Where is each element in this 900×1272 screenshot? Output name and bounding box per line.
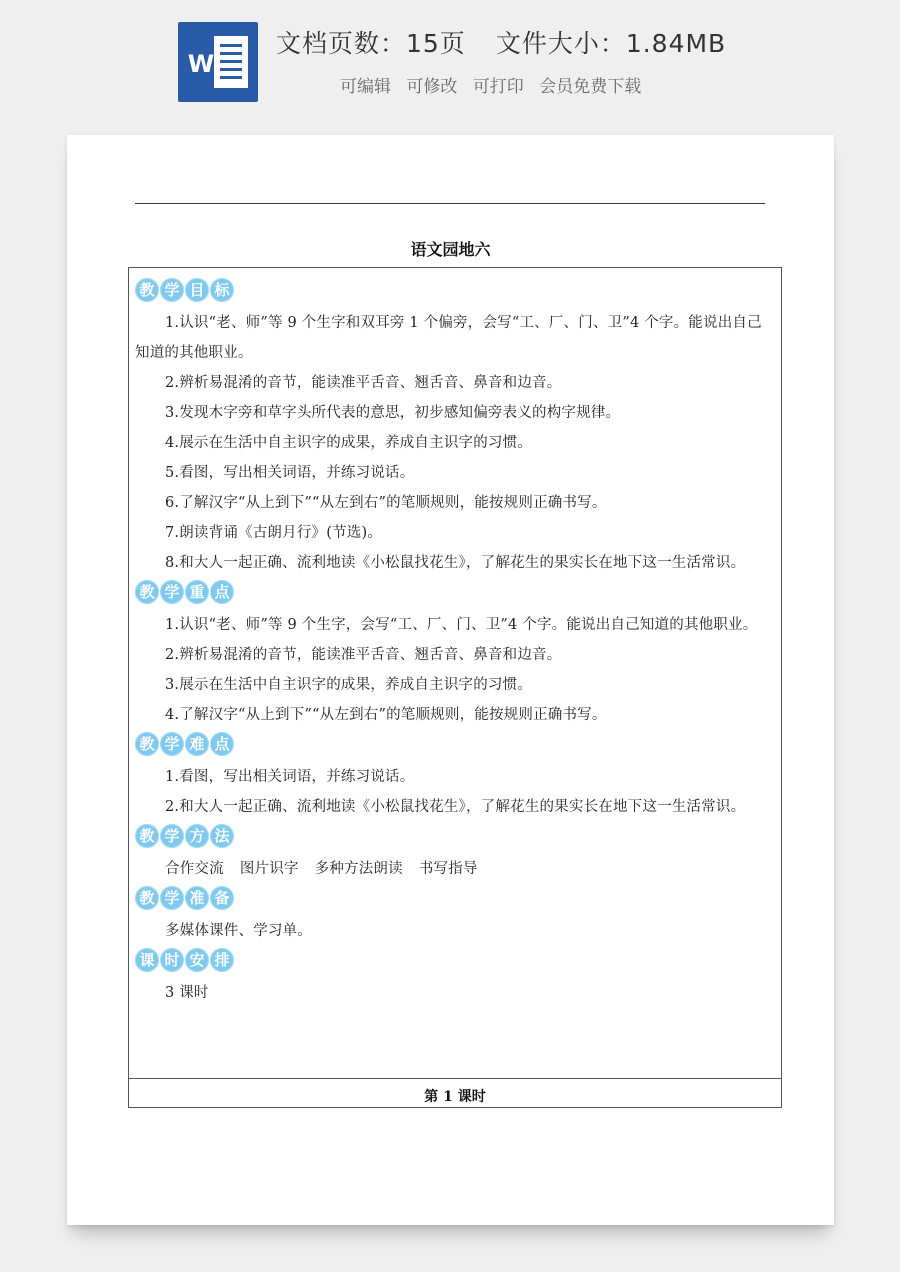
heading-char: 方 [185, 824, 209, 848]
word-document-icon [178, 22, 258, 102]
file-size: 文件大小：1.84MB [495, 29, 727, 58]
word-logo-letter: W [187, 50, 215, 78]
heading-char: 排 [210, 948, 234, 972]
goal-item: 4.展示在生活中自主识字的成果，养成自主识字的习惯。 [165, 435, 533, 451]
difficulty-item: 2.和大人一起正确、流利地读《小松鼠找花生》，了解花生的果实长在地下这一生活常识。 [165, 799, 746, 815]
feature-member-download[interactable]: 会员免费下载 [539, 77, 642, 97]
heading-char: 目 [185, 278, 209, 302]
header-divider [135, 203, 765, 204]
goal-item: 2.辨析易混淆的音节，能读准平舌音、翘舌音、鼻音和边音。 [165, 375, 562, 391]
heading-char: 重 [185, 580, 209, 604]
page-count: 文档页数：15页 [276, 29, 466, 58]
heading-char: 教 [135, 278, 159, 302]
goal-item: 8.和大人一起正确、流利地读《小松鼠找花生》，了解花生的果实长在地下这一生活常识。 [165, 555, 746, 571]
table-row-divider [129, 1078, 781, 1079]
heading-char: 教 [135, 732, 159, 756]
heading-char: 学 [160, 732, 184, 756]
section-heading-methods [135, 824, 775, 850]
heading-char: 学 [160, 580, 184, 604]
method-item: 多种方法朗读 [314, 861, 403, 877]
heading-char: 学 [160, 886, 184, 910]
key-point-item: 1.认识“老、师”等 9 个生字，会写“工、厂、门、卫”4 个字。能说出自己知道的其他职业。 [165, 617, 758, 633]
section-heading-key-points [135, 580, 775, 606]
document-stats [276, 24, 836, 60]
lesson-plan-content [135, 276, 775, 1008]
goal-item: 3.发现木字旁和草字头所代表的意思，初步感知偏旁表义的构字规律。 [165, 405, 621, 421]
section-heading-preparation [135, 886, 775, 912]
lesson-plan-table [128, 267, 782, 1108]
document-title: 语文园地六 [410, 240, 491, 259]
goal-item: 1.认识“老、师”等 9 个生字和双耳旁 1 个偏旁，会写“工、厂、门、卫”4 个字。能说出自己知道的其他职业。 [135, 315, 762, 361]
key-point-item: 4.了解汉字“从上到下”“从左到右”的笔顺规则，能按规则正确书写。 [165, 707, 607, 723]
method-item: 合作交流 [165, 861, 224, 877]
goal-item: 5.看图，写出相关词语，并练习说话。 [165, 465, 415, 481]
schedule-text: 3 课时 [165, 985, 209, 1001]
difficulty-item: 1.看图，写出相关词语，并练习说话。 [165, 769, 415, 785]
method-item: 图片识字 [239, 861, 299, 877]
methods-list [135, 854, 775, 884]
feature-editable: 可编辑 [340, 77, 391, 97]
heading-char: 安 [185, 948, 209, 972]
heading-char: 时 [160, 948, 184, 972]
heading-char: 课 [135, 948, 159, 972]
heading-char: 教 [135, 580, 159, 604]
heading-char: 法 [210, 824, 234, 848]
key-point-item: 2.辨析易混淆的音节，能读准平舌音、翘舌音、鼻音和边音。 [165, 647, 562, 663]
preparation-text: 多媒体课件、学习单。 [165, 923, 312, 939]
key-point-item: 3.展示在生活中自主识字的成果，养成自主识字的习惯。 [165, 677, 533, 693]
heading-char: 点 [210, 732, 234, 756]
goal-item: 7.朗读背诵《古朗月行》(节选)。 [165, 525, 383, 541]
heading-char: 教 [135, 824, 159, 848]
section-heading-goals [135, 278, 775, 304]
heading-char: 教 [135, 886, 159, 910]
lesson-label: 第 1 课时 [424, 1089, 486, 1105]
heading-char: 准 [185, 886, 209, 910]
heading-char: 备 [210, 886, 234, 910]
download-banner [0, 0, 900, 130]
method-item: 书写指导 [418, 861, 478, 877]
heading-char: 点 [210, 580, 234, 604]
goal-item: 6.了解汉字“从上到下”“从左到右”的笔顺规则，能按规则正确书写。 [165, 495, 607, 511]
document-page [67, 135, 834, 1225]
heading-char: 学 [160, 824, 184, 848]
heading-char: 标 [210, 278, 234, 302]
document-info [276, 24, 836, 97]
section-heading-difficulties [135, 732, 775, 758]
heading-char: 学 [160, 278, 184, 302]
heading-char: 难 [185, 732, 209, 756]
section-heading-schedule [135, 948, 775, 974]
feature-printable: 可打印 [472, 77, 524, 97]
feature-modifiable: 可修改 [406, 77, 458, 97]
feature-list [340, 72, 836, 97]
